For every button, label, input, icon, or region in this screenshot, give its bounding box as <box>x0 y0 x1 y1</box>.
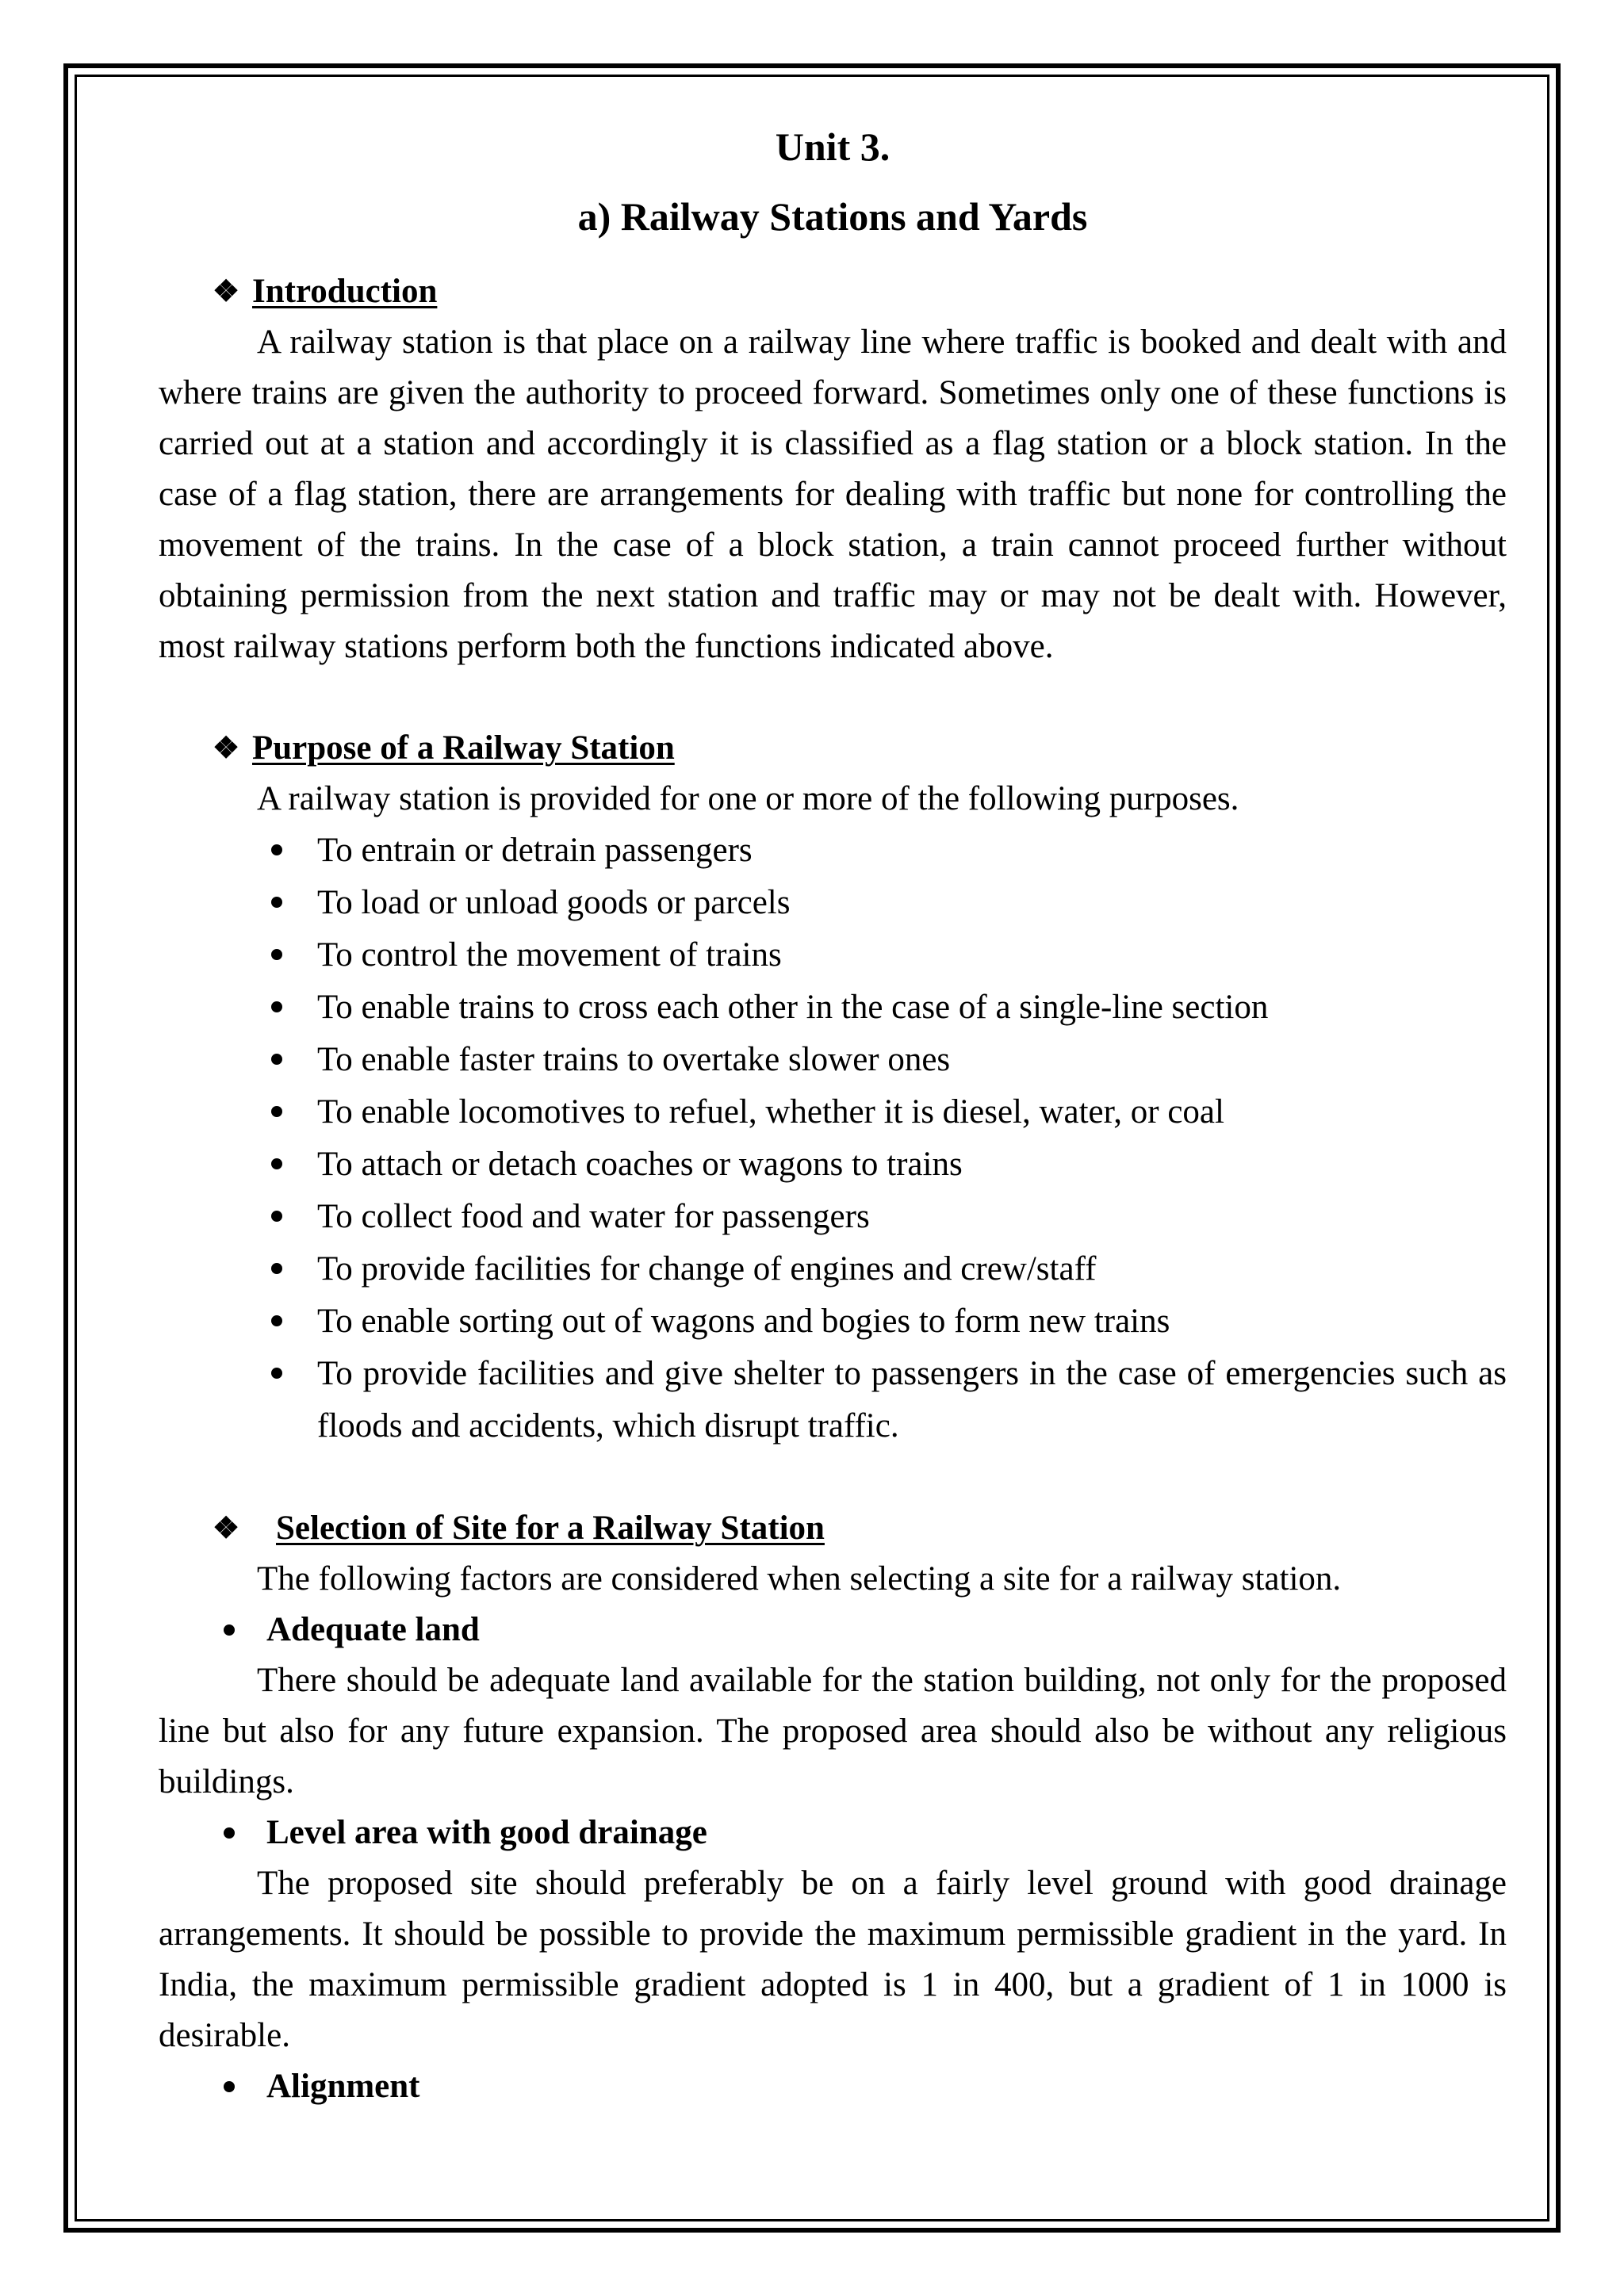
list-item <box>159 929 1507 982</box>
bullet-dot-icon <box>271 1158 282 1169</box>
list-item <box>159 1138 1507 1191</box>
diamond-bullet-icon: ❖ <box>213 732 240 765</box>
purpose-lead: A railway station is provided for one or more of the following purposes. <box>257 780 1239 817</box>
bullet-dot-icon <box>271 1054 282 1065</box>
diamond-bullet-icon: ❖ <box>213 1512 240 1545</box>
bullet-dot-icon <box>271 1211 282 1222</box>
section-heading-text: Purpose of a Railway Station <box>252 729 675 767</box>
section-heading-introduction <box>213 266 1507 317</box>
unit-title: Unit 3. <box>775 124 891 169</box>
section-heading-purpose <box>213 723 1507 774</box>
list-item-text: To enable sorting out of wagons and bogies to form new trains <box>317 1303 1170 1340</box>
introduction-paragraph: A railway station is that place on a railway line where traffic is booked and dealt with and where trains are given the authority to proceed forward. Sometimes only one of these functions is carried out at a station and accordingly it is classified as a flag station or a block station. In the case of a flag station, there are arrangements for dealing with traffic but none for controlling the movement of the trains. In the case of a block station, a train cannot proceed further without obtaining permission from the next station and traffic may or may not be dealt with. However, most railway stations perform both the functions indicated above. <box>159 323 1507 665</box>
factor-paragraph: The proposed site should preferably be on a fairly level ground with good drainage arrangements. It should be possible to provide the maximum permissible gradient in the yard. In India, the maximum permissible gradient adopted is 1 in 400, but a gradient of 1 in 1000 is desirable. <box>159 1865 1507 2054</box>
purpose-list <box>159 825 1507 1452</box>
factor-paragraph: There should be adequate land available for the station building, not only for the proposed line but also for any future expansion. The proposed area should also be without any religious buildings. <box>159 1662 1507 1800</box>
list-item <box>159 877 1507 929</box>
list-item <box>159 982 1507 1034</box>
bullet-dot-icon <box>224 1827 235 1839</box>
factor-heading-alignment <box>159 2061 1507 2112</box>
diamond-bullet-icon: ❖ <box>213 275 240 308</box>
bullet-dot-icon <box>224 1624 235 1636</box>
factor-heading-adequate-land <box>159 1605 1507 1655</box>
list-item-text: To provide facilities and give shelter to passengers in the case of emergencies such as floods and accidents, which disrupt traffic. <box>317 1355 1507 1445</box>
section-spacer <box>159 672 1507 723</box>
list-item-text: To load or unload goods or parcels <box>317 884 791 921</box>
chapter-title: a) Railway Stations and Yards <box>577 194 1088 239</box>
section-spacer <box>159 1452 1507 1503</box>
list-item <box>159 1034 1507 1086</box>
section-heading-site-selection <box>213 1503 1507 1554</box>
bullet-dot-icon <box>271 1315 282 1326</box>
factor-title: Level area with good drainage <box>266 1814 707 1851</box>
document-body <box>159 119 1507 2112</box>
list-item <box>159 1295 1507 1348</box>
factor-heading-level-area <box>159 1808 1507 1858</box>
list-item-text: To provide facilities for change of engines and crew/staff <box>317 1250 1097 1288</box>
bullet-dot-icon <box>271 949 282 960</box>
list-item-text: To attach or detach coaches or wagons to trains <box>317 1146 963 1183</box>
list-item <box>159 1191 1507 1243</box>
bullet-dot-icon <box>271 1263 282 1274</box>
list-item <box>159 1348 1507 1452</box>
list-item-text: To entrain or detrain passengers <box>317 832 753 869</box>
bullet-dot-icon <box>271 897 282 908</box>
list-item <box>159 1086 1507 1138</box>
bullet-dot-icon <box>271 1368 282 1379</box>
list-item <box>159 825 1507 877</box>
bullet-dot-icon <box>224 2081 235 2092</box>
list-item-text: To enable locomotives to refuel, whether it is diesel, water, or coal <box>317 1093 1224 1131</box>
site-lead: The following factors are considered when selecting a site for a railway station. <box>257 1560 1342 1598</box>
list-item-text: To collect food and water for passengers <box>317 1198 870 1235</box>
list-item-text: To enable faster trains to overtake slower ones <box>317 1041 951 1078</box>
list-item <box>159 1243 1507 1295</box>
section-heading-text: Introduction <box>252 273 438 310</box>
list-item-text: To enable trains to cross each other in the case of a single-line section <box>317 989 1269 1026</box>
section-heading-text: Selection of Site for a Railway Station <box>276 1510 825 1547</box>
list-item-text: To control the movement of trains <box>317 936 782 974</box>
bullet-dot-icon <box>271 1001 282 1012</box>
bullet-dot-icon <box>271 1106 282 1117</box>
factor-title: Alignment <box>266 2068 420 2105</box>
bullet-dot-icon <box>271 844 282 855</box>
factor-title: Adequate land <box>266 1611 480 1648</box>
